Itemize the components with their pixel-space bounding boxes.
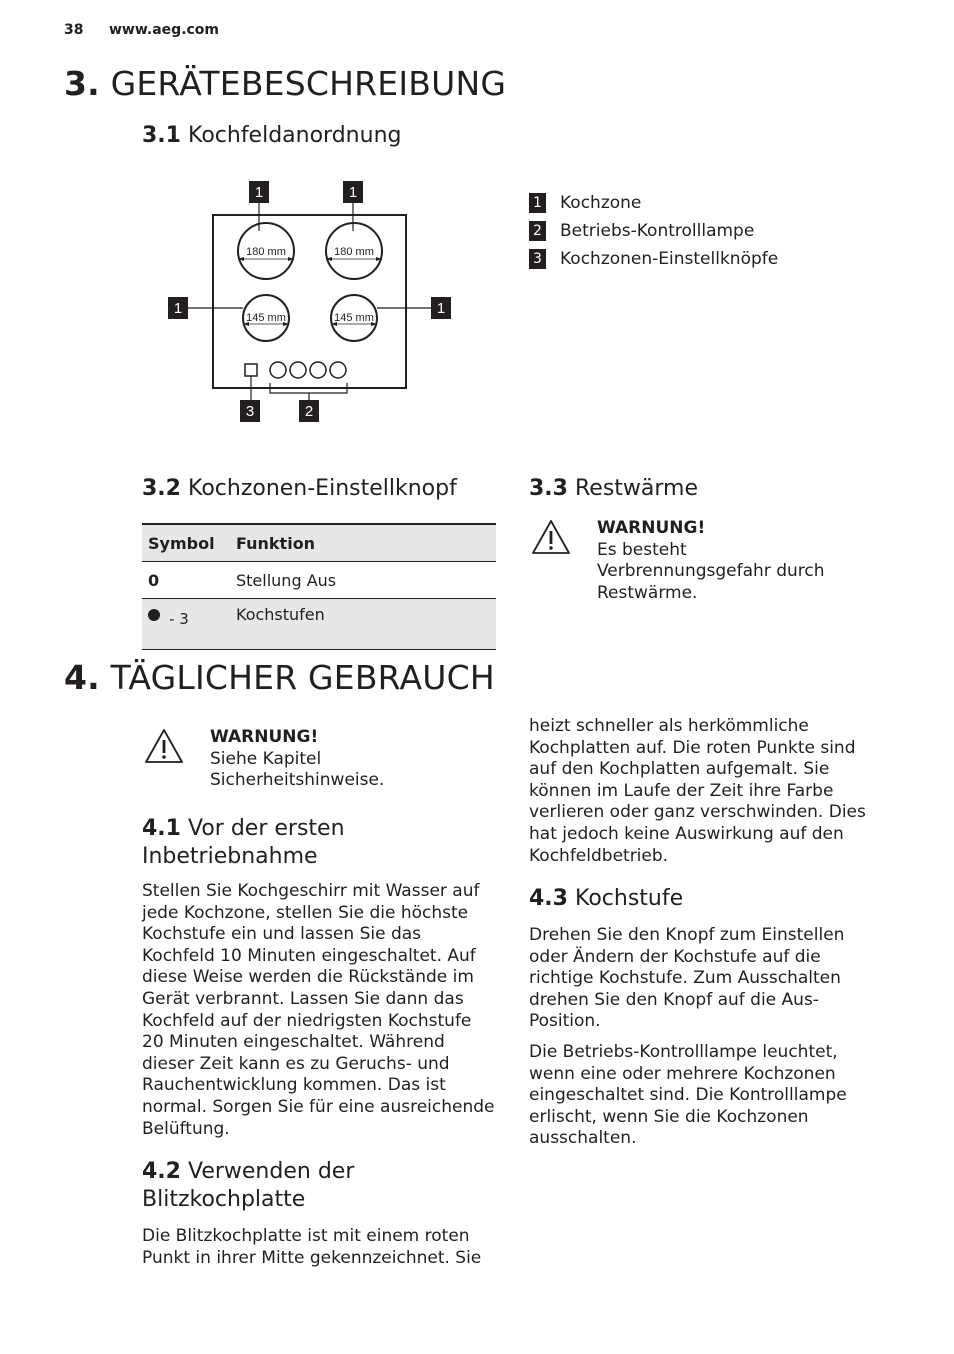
svg-text:2: 2: [304, 403, 314, 420]
restwaerme-warning-text: WARNUNG! Es besteht Verbrennungsgefahr durch Restwärme.: [597, 518, 825, 603]
knob-symbol-table: [142, 523, 496, 650]
legend-item: 1 Kochzone: [529, 189, 778, 217]
filled-circle-icon: [148, 609, 160, 621]
subsection-3-2-heading: 3.2 Kochzonen-Einstellknopf: [142, 476, 457, 501]
page-number: 38: [64, 22, 84, 38]
safety-warning-text: WARNUNG! Siehe Kapitel Sicherheitshinweise.: [210, 727, 385, 791]
svg-text:1: 1: [348, 184, 358, 201]
quick-plate-paragraph-end: heizt schneller als herkömmliche Kochplatten auf. Die roten Punkte sind auf den Kochplatten aufgemalt. Sie können im Laufe der Zeit ihre Farbe verlieren oder ganz verschwinden. Dies hat jedoch keine Auswirkung auf den Kochfeldbetrieb.: [529, 716, 866, 866]
svg-text:1: 1: [436, 300, 446, 317]
svg-text:1: 1: [173, 300, 183, 317]
svg-text:3: 3: [245, 403, 255, 420]
subsection-4-2-heading: 4.2 Verwenden der Blitzkochplatte: [142, 1159, 355, 1212]
heat-setting-paragraph-2: Die Betriebs-Kontrolllampe leuchtet, wenn eine oder mehrere Kochzonen eingeschaltet sind. Die Kontrolllampe erlischt, wenn Sie die Kochzonen ausschalten.: [529, 1042, 847, 1149]
subsection-3-1-heading: 3.1 Kochfeldanordnung: [142, 123, 402, 148]
control-lamp: [245, 364, 257, 376]
warning-icon: [531, 519, 571, 555]
legend-item: 2 Betriebs-Kontrolllampe: [529, 217, 778, 245]
control-knob: [310, 362, 326, 378]
zone-size-label: 145 mm: [334, 312, 374, 324]
zone-size-label: 180 mm: [334, 246, 374, 258]
table-header: Symbol: [142, 524, 230, 562]
hob-layout-diagram: [160, 178, 460, 428]
website-link[interactable]: www.aeg.com: [109, 22, 220, 38]
subsection-4-3-heading: 4.3 Kochstufe: [529, 886, 684, 911]
table-header: Funktion: [230, 524, 496, 562]
callout-2: [299, 400, 319, 422]
first-use-paragraph: Stellen Sie Kochgeschirr mit Wasser auf jede Kochzone, stellen Sie die höchste Kochstufe ein und lassen Sie das Kochfeld 10 Minuten eingeschaltet. Auf diese Weise werden die Rückstände im Gerät verbrannt. Lassen Sie dann das Kochfeld auf der niedrigsten Kochstufe 20 Minuten eingeschaltet. Während dieser Zeit kann es zu Geruchs- und Rauchentwicklung kommen. Das ist normal. Sorgen Sie für eine ausreichende Belüftung.: [142, 881, 495, 1139]
subsection-4-1-heading: 4.1 Vor der ersten Inbetriebnahme: [142, 816, 345, 869]
section-4-heading: 4. TÄGLICHER GEBRAUCH: [64, 658, 495, 697]
section-3-heading: [64, 64, 506, 103]
callout-3: [240, 400, 260, 422]
control-knob: [270, 362, 286, 378]
hob-outline: [213, 215, 406, 388]
zone-size-label: 145 mm: [246, 312, 286, 324]
cooking-zone-front-left: [238, 223, 294, 279]
zone-size-label: 180 mm: [246, 246, 286, 258]
table-row: 0 Stellung Aus: [142, 562, 496, 599]
svg-text:1: 1: [254, 184, 264, 201]
callout-1: [343, 181, 363, 203]
legend-item: 3 Kochzonen-Einstellknöpfe: [529, 245, 778, 273]
heat-setting-paragraph-1: Drehen Sie den Knopf zum Einstellen oder Ändern der Kochstufe auf die richtige Kochstufe. Zum Ausschalten drehen Sie den Knopf auf die Aus- Position.: [529, 925, 845, 1032]
control-knob: [330, 362, 346, 378]
callout-1: [431, 297, 451, 319]
cooking-zone-front-right: [326, 223, 382, 279]
warning-icon: [144, 728, 184, 764]
control-knob: [290, 362, 306, 378]
callout-1: [168, 297, 188, 319]
table-row: - 3 Kochstufen: [142, 599, 496, 650]
cooking-zone-rear-left: [243, 295, 289, 341]
cooking-zone-rear-right: [331, 295, 377, 341]
subsection-3-3-heading: 3.3 Restwärme: [529, 476, 699, 501]
diagram-legend: [529, 189, 778, 273]
quick-plate-paragraph-start: Die Blitzkochplatte ist mit einem roten Punkt in ihrer Mitte gekennzeichnet. Sie: [142, 1226, 482, 1268]
callout-1: [249, 181, 269, 203]
section-3-title: GERÄTEBESCHREIBUNG: [110, 64, 507, 103]
section-3-number: 3.: [64, 64, 100, 103]
